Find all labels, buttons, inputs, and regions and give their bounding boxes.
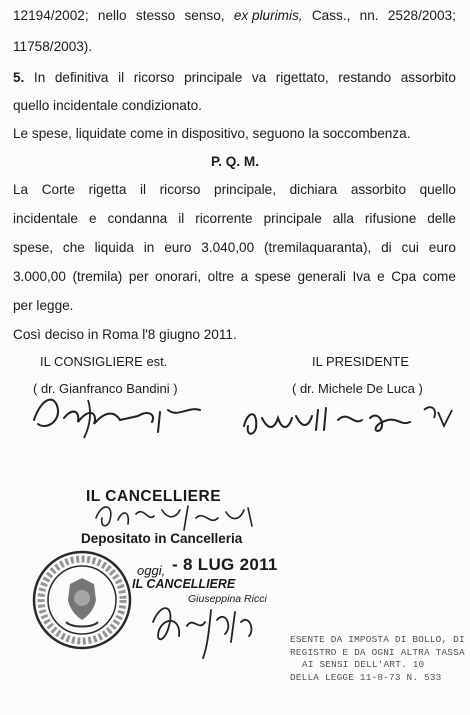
deposit-date: - 8 LUG 2011	[172, 555, 278, 574]
oggi-label: oggi,	[137, 563, 166, 578]
word: oltre	[207, 269, 235, 284]
word: va	[251, 70, 267, 85]
word: ricorrente	[195, 211, 253, 226]
word: 3.040,00	[201, 240, 255, 255]
court-seal-icon	[30, 548, 134, 652]
word: incidentale	[13, 211, 78, 226]
word: a	[240, 269, 249, 284]
word: Cpa	[391, 269, 417, 284]
body-line-4: quello incidentale condizionato.	[13, 98, 202, 113]
word: principale	[184, 70, 243, 85]
pqm-heading: P. Q. M.	[210, 154, 260, 169]
word: 2528/2003;	[387, 8, 456, 23]
word: nn.	[359, 8, 379, 23]
word: Iva	[352, 269, 371, 284]
word: il	[139, 182, 147, 197]
word: assorbito	[350, 182, 407, 197]
word: La	[13, 182, 29, 197]
word: 3.000,00	[13, 269, 66, 284]
word: il	[118, 70, 125, 85]
word: onorari,	[155, 269, 202, 284]
word: (tremilaquaranta),	[264, 240, 372, 255]
consigliere-signature	[28, 392, 218, 442]
paragraph-number: 5.	[13, 70, 25, 85]
clerk-signature	[145, 592, 265, 662]
deposited-text: Depositato in Cancelleria	[81, 531, 243, 546]
word: generali	[297, 269, 346, 284]
body-line-3	[13, 68, 456, 87]
word: spese,	[13, 240, 54, 255]
body-line-12: Così deciso in Roma l'8 giugno 2011.	[13, 327, 237, 342]
word: Corte	[41, 182, 75, 197]
word: definitiva	[54, 70, 109, 85]
cancelliere-top-signature	[92, 496, 262, 536]
word: condanna	[107, 211, 168, 226]
word: di	[381, 240, 392, 255]
word: assorbito	[400, 70, 456, 85]
body-line-10	[13, 267, 456, 286]
body-line-2: 11758/2003).	[13, 39, 93, 54]
word: principale,	[214, 182, 277, 197]
presidente-signature	[238, 396, 460, 444]
cancelliere-top: IL CANCELLIERE	[86, 488, 222, 505]
tax-exemption-stamp	[290, 634, 465, 684]
word: 12194/2002;	[13, 8, 89, 23]
exemption-line: AI SENSI DELL'ART. 10	[302, 659, 425, 670]
exemption-line: REGISTRO E DA OGNI ALTRA TASSA	[290, 646, 465, 658]
exemption-line: DELLA LEGGE 11-8-73 N. 533	[290, 671, 442, 683]
word: spese	[254, 269, 291, 284]
word: il	[178, 211, 185, 226]
clerk-name: Giuseppina Ricci	[188, 593, 267, 605]
word: principale	[263, 211, 322, 226]
word: liquida	[94, 240, 134, 255]
word: senso,	[184, 8, 225, 23]
word: euro	[164, 240, 192, 255]
presidente-title: IL PRESIDENTE	[312, 354, 410, 369]
word: e	[88, 211, 97, 226]
word: per	[128, 269, 149, 284]
body-line-1	[13, 6, 456, 25]
word: In	[33, 70, 46, 85]
word-italic: ex plurimis,	[233, 8, 303, 23]
consigliere-name: ( dr. Gianfranco Bandini )	[33, 381, 178, 396]
word: rifusione	[364, 211, 417, 226]
word: delle	[427, 211, 456, 226]
word: e	[377, 269, 385, 284]
word: restando	[338, 70, 392, 85]
body-line-9	[13, 238, 456, 257]
word: che	[62, 240, 85, 255]
word: (tremila)	[72, 269, 123, 284]
body-line-11: per legge.	[13, 298, 74, 313]
word: in	[143, 240, 155, 255]
word: dichiara	[289, 182, 338, 197]
word: rigettato,	[275, 70, 329, 85]
word: rigetta	[88, 182, 127, 197]
body-line-8	[13, 209, 456, 228]
presidente-name: ( dr. Michele De Luca )	[292, 381, 423, 396]
word: ricorso	[133, 70, 175, 85]
body-line-7	[13, 180, 456, 199]
word: stesso	[135, 8, 176, 23]
word: come	[422, 269, 456, 284]
word: quello	[419, 182, 456, 197]
word: nello	[97, 8, 127, 23]
word: euro	[428, 240, 456, 255]
word: cui	[401, 240, 419, 255]
consigliere-title: IL CONSIGLIERE est.	[40, 354, 168, 369]
exemption-line: ESENTE DA IMPOSTA DI BOLLO, DI	[290, 634, 465, 645]
word: Cass.,	[311, 8, 351, 23]
body-line-5: Le spese, liquidate come in dispositivo, seguono la soccombenza.	[13, 126, 411, 141]
word: alla	[332, 211, 354, 226]
cancelliere-bottom: IL CANCELLIERE	[132, 577, 236, 591]
word: ricorso	[159, 182, 201, 197]
